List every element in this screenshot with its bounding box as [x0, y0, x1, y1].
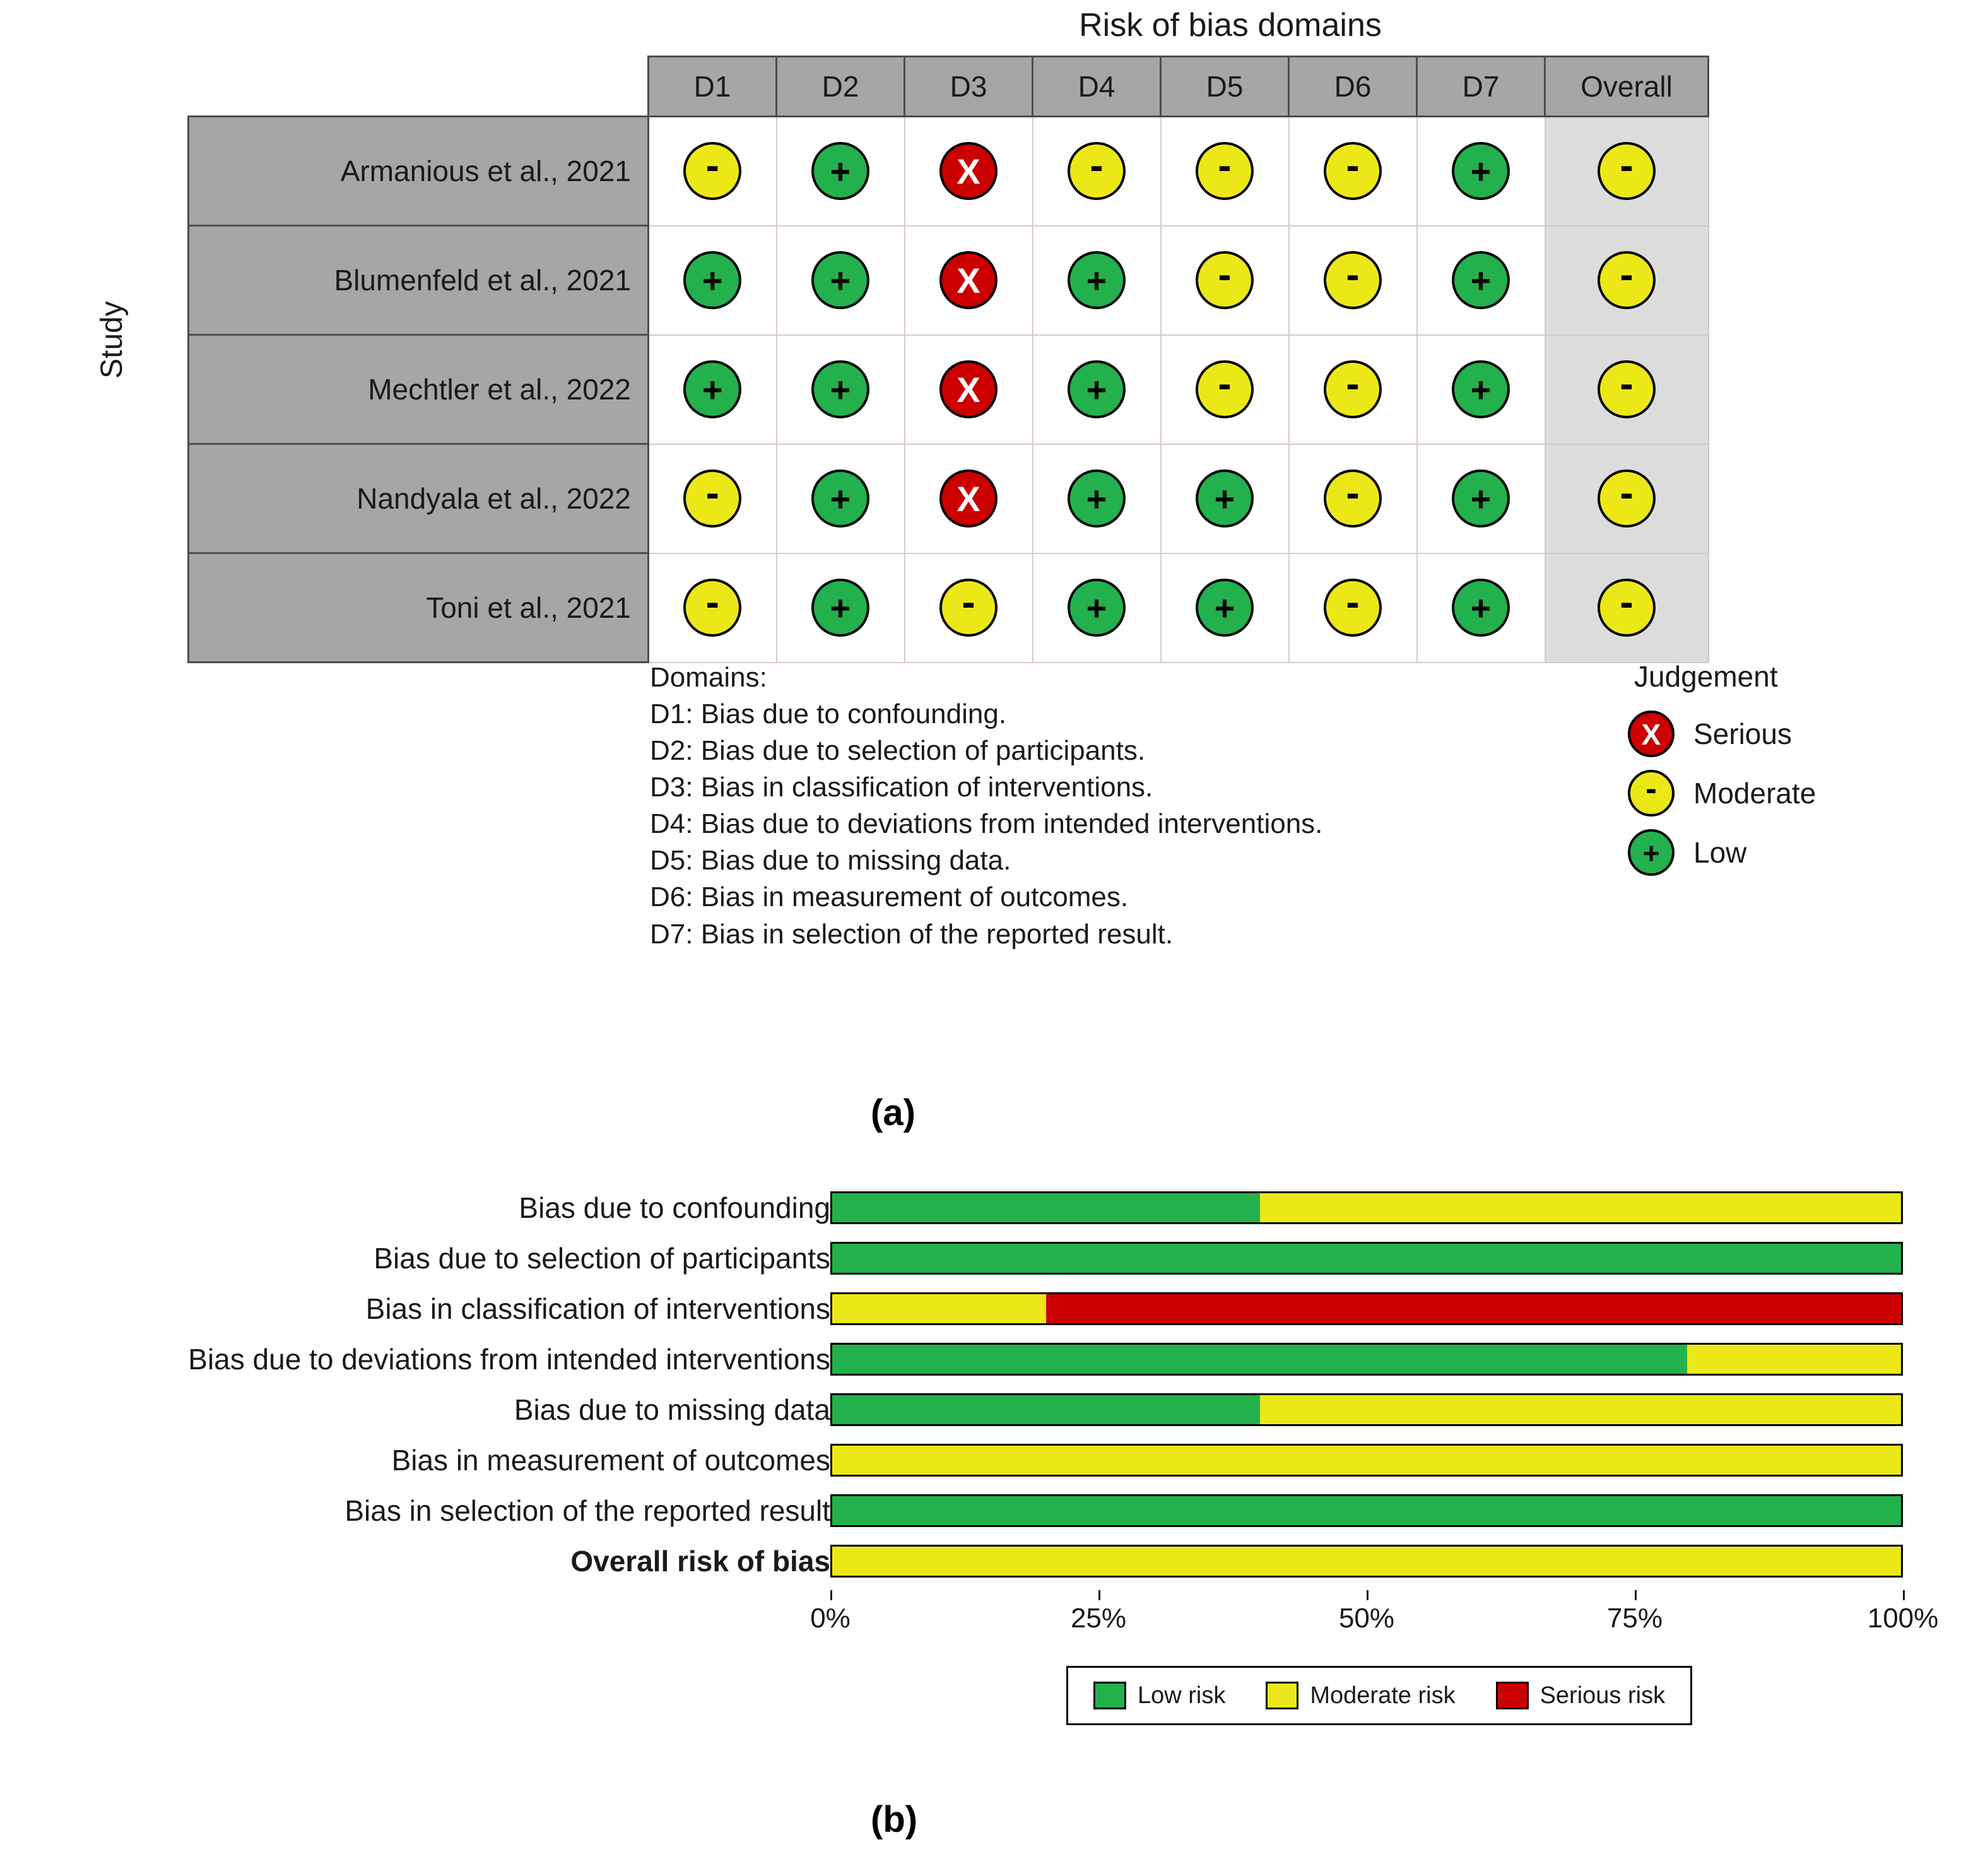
- judgement-cell-blumenfeld-overall: [1545, 226, 1709, 335]
- low-icon: +: [1452, 251, 1510, 309]
- bar-segment-moderate: [1260, 1193, 1901, 1222]
- bar-track-overall: [830, 1545, 1903, 1578]
- study-label-nandyala: Nandyala et al., 2022: [189, 444, 649, 553]
- column-header-d3: D3: [905, 57, 1033, 117]
- low-icon: +: [683, 360, 741, 418]
- low-icon: +: [1452, 142, 1510, 200]
- study-label-toni: Toni et al., 2021: [189, 553, 649, 663]
- low-icon: +: [1068, 469, 1126, 528]
- bar-segment-serious: [1046, 1294, 1901, 1323]
- table-row: [189, 117, 1709, 226]
- axis-tick: [1367, 1590, 1369, 1600]
- table-row: [189, 226, 1709, 335]
- judgement-cell-mechtler-d6: [1289, 335, 1417, 444]
- study-label-blumenfeld: Blumenfeld et al., 2021: [189, 226, 649, 335]
- judgement-cell-toni-d3: [905, 553, 1033, 663]
- judgement-legend-label-serious: Serious: [1693, 717, 1792, 750]
- legend-item-serious-risk: [1496, 1682, 1666, 1709]
- legend-item-moderate-risk: [1266, 1682, 1455, 1709]
- moderate-icon: -: [1068, 142, 1126, 200]
- judgement-cell-toni-d6: [1289, 553, 1417, 663]
- moderate-icon: -: [1598, 142, 1656, 200]
- axis-tick-label-25: 25%: [1070, 1603, 1127, 1634]
- low-icon: +: [1068, 579, 1126, 637]
- moderate-icon: -: [683, 142, 741, 200]
- domain-description-d7: D7: Bias in selection of the reported result.: [650, 918, 1174, 950]
- bar-label-missing-data: Bias due to missing data: [514, 1393, 830, 1426]
- header-blank-corner: [189, 57, 649, 117]
- bar-row-classification-interventions: [0, 1287, 1966, 1330]
- column-header-d7: D7: [1417, 57, 1545, 117]
- panel-b-summary-bar-plot: [0, 1161, 1966, 1874]
- axis-tick: [830, 1590, 832, 1600]
- judgement-legend-item-serious: [1628, 705, 1816, 763]
- study-label-armanious: Armanious et al., 2021: [189, 117, 649, 226]
- domain-description-d3: D3: Bias in classification of interventions.: [650, 772, 1153, 803]
- moderate-icon: -: [1196, 251, 1254, 309]
- judgement-cell-nandyala-d2: [777, 444, 905, 553]
- panel-a-caption: (a): [871, 1092, 915, 1133]
- judgement-cell-armanious-d7: [1417, 117, 1545, 226]
- bar-track-confounding: [830, 1191, 1903, 1224]
- bar-segment-moderate: [1260, 1395, 1901, 1424]
- bar-segment-moderate: [1687, 1345, 1901, 1374]
- column-header-d2: D2: [777, 57, 905, 117]
- moderate-icon: -: [1628, 770, 1675, 817]
- judgement-cell-blumenfeld-d1: [649, 226, 777, 335]
- judgement-cell-armanious-d3: [905, 117, 1033, 226]
- bar-segment-moderate: [832, 1547, 1901, 1576]
- domain-description-d5: D5: Bias due to missing data.: [650, 845, 1011, 876]
- domain-description-d2: D2: Bias due to selection of participants.: [650, 735, 1146, 767]
- moderate-icon: -: [1598, 251, 1656, 309]
- column-header-d5: D5: [1161, 57, 1289, 117]
- judgement-cell-blumenfeld-d6: [1289, 226, 1417, 335]
- bar-segment-low: [832, 1244, 1901, 1273]
- serious-icon: X: [939, 469, 998, 528]
- judgement-cell-toni-d1: [649, 553, 777, 663]
- bar-segment-low: [832, 1345, 1687, 1374]
- judgement-legend-label-moderate: Moderate: [1693, 777, 1816, 810]
- bar-row-confounding: [0, 1186, 1966, 1229]
- column-header-overall: Overall: [1545, 57, 1709, 117]
- moderate-icon: -: [683, 469, 741, 528]
- panel-b-caption: (b): [871, 1799, 918, 1840]
- bar-chart-legend: [1066, 1666, 1692, 1725]
- judgement-cell-mechtler-overall: [1545, 335, 1709, 444]
- judgement-cell-nandyala-d4: [1033, 444, 1161, 553]
- table-header-row: [189, 57, 1709, 117]
- column-header-d1: D1: [649, 57, 777, 117]
- judgement-legend-title: Judgement: [1634, 660, 1778, 693]
- low-icon: +: [811, 142, 869, 200]
- bar-row-reported-result: [0, 1489, 1966, 1532]
- serious-icon: X: [939, 360, 998, 418]
- legend-item-low-risk: [1093, 1682, 1225, 1709]
- bar-segment-moderate: [832, 1446, 1901, 1475]
- table-row: [189, 553, 1709, 663]
- judgement-cell-mechtler-d7: [1417, 335, 1545, 444]
- axis-tick: [1635, 1590, 1637, 1600]
- low-icon: +: [1196, 579, 1254, 637]
- judgement-cell-mechtler-d5: [1161, 335, 1289, 444]
- judgement-cell-mechtler-d2: [777, 335, 905, 444]
- legend-label-serious-risk: Serious risk: [1539, 1682, 1666, 1709]
- bar-row-missing-data: [0, 1388, 1966, 1431]
- axis-tick-label-0: 0%: [810, 1603, 851, 1634]
- domain-description-d6: D6: Bias in measurement of outcomes.: [650, 882, 1129, 913]
- judgement-cell-nandyala-overall: [1545, 444, 1709, 553]
- risk-of-bias-title: Risk of bias domains: [1079, 7, 1382, 44]
- bar-label-overall: Overall risk of bias: [570, 1545, 830, 1578]
- study-label-mechtler: Mechtler et al., 2022: [189, 335, 649, 444]
- bar-label-measurement-outcomes: Bias in measurement of outcomes: [391, 1444, 830, 1477]
- legend-swatch-moderate-icon: [1266, 1682, 1298, 1709]
- bar-track-classification-interventions: [830, 1292, 1903, 1325]
- x-axis: [810, 1590, 1939, 1634]
- bar-track-measurement-outcomes: [830, 1444, 1903, 1477]
- judgement-cell-nandyala-d1: [649, 444, 777, 553]
- column-header-d6: D6: [1289, 57, 1417, 117]
- column-header-d4: D4: [1033, 57, 1161, 117]
- low-icon: +: [1628, 829, 1675, 876]
- low-icon: +: [683, 251, 741, 309]
- bar-row-overall: [0, 1540, 1966, 1583]
- bar-segment-low: [832, 1193, 1260, 1222]
- judgement-cell-mechtler-d4: [1033, 335, 1161, 444]
- legend-swatch-low-icon: [1093, 1682, 1126, 1709]
- legend-label-moderate-risk: Moderate risk: [1310, 1682, 1456, 1709]
- judgement-cell-nandyala-d7: [1417, 444, 1545, 553]
- bar-segment-moderate: [832, 1294, 1046, 1323]
- axis-tick-label-100: 100%: [1867, 1603, 1939, 1634]
- moderate-icon: -: [1598, 579, 1656, 637]
- moderate-icon: -: [683, 579, 741, 637]
- judgement-cell-mechtler-d1: [649, 335, 777, 444]
- judgement-cell-toni-d4: [1033, 553, 1161, 663]
- moderate-icon: -: [1196, 142, 1254, 200]
- moderate-icon: -: [1598, 360, 1656, 418]
- judgement-cell-toni-overall: [1545, 553, 1709, 663]
- low-icon: +: [811, 469, 869, 528]
- bar-label-deviations: Bias due to deviations from intended interventions: [188, 1343, 830, 1376]
- judgement-legend-label-low: Low: [1693, 836, 1747, 869]
- table-row: [189, 444, 1709, 553]
- axis-tick: [1903, 1590, 1905, 1600]
- bar-row-measurement-outcomes: [0, 1439, 1966, 1482]
- judgement-legend-item-moderate: [1628, 764, 1816, 822]
- judgement-cell-blumenfeld-d4: [1033, 226, 1161, 335]
- judgement-cell-armanious-d5: [1161, 117, 1289, 226]
- judgement-cell-toni-d7: [1417, 553, 1545, 663]
- judgement-cell-blumenfeld-d2: [777, 226, 905, 335]
- bar-row-deviations: [0, 1338, 1966, 1381]
- judgement-legend: [1628, 659, 1816, 883]
- axis-tick-label-50: 50%: [1338, 1603, 1395, 1634]
- bar-row-selection-participants: [0, 1237, 1966, 1280]
- judgement-cell-nandyala-d6: [1289, 444, 1417, 553]
- low-icon: +: [1452, 469, 1510, 528]
- moderate-icon: -: [1324, 251, 1382, 309]
- bar-label-confounding: Bias due to confounding: [519, 1191, 830, 1224]
- bar-track-selection-participants: [830, 1242, 1903, 1275]
- bar-label-selection-participants: Bias due to selection of participants: [374, 1242, 830, 1275]
- bar-track-reported-result: [830, 1494, 1903, 1527]
- low-icon: +: [811, 360, 869, 418]
- judgement-cell-blumenfeld-d7: [1417, 226, 1545, 335]
- serious-icon: X: [939, 142, 998, 200]
- legend-swatch-serious-icon: [1496, 1682, 1529, 1709]
- judgement-cell-nandyala-d3: [905, 444, 1033, 553]
- moderate-icon: -: [1324, 360, 1382, 418]
- low-icon: +: [1452, 360, 1510, 418]
- judgement-cell-armanious-overall: [1545, 117, 1709, 226]
- study-axis-label: Study: [95, 301, 129, 379]
- judgement-cell-blumenfeld-d5: [1161, 226, 1289, 335]
- moderate-icon: -: [1598, 469, 1656, 528]
- moderate-icon: -: [939, 579, 998, 637]
- judgement-cell-armanious-d2: [777, 117, 905, 226]
- low-icon: +: [1196, 469, 1254, 528]
- serious-icon: X: [939, 251, 998, 309]
- judgement-cell-armanious-d4: [1033, 117, 1161, 226]
- traffic-light-table: [187, 56, 1709, 663]
- moderate-icon: -: [1196, 360, 1254, 418]
- domains-legend: [650, 659, 1322, 953]
- axis-tick-label-75: 75%: [1606, 1603, 1663, 1634]
- serious-icon: X: [1628, 711, 1675, 757]
- moderate-icon: -: [1324, 469, 1382, 528]
- moderate-icon: -: [1324, 579, 1382, 637]
- moderate-icon: -: [1324, 142, 1382, 200]
- legend-label-low-risk: Low risk: [1138, 1682, 1226, 1709]
- bar-label-reported-result: Bias in selection of the reported result: [344, 1494, 830, 1527]
- domain-description-d1: D1: Bias due to confounding.: [650, 699, 1007, 730]
- bar-label-classification-interventions: Bias in classification of interventions: [365, 1292, 830, 1325]
- low-icon: +: [1068, 360, 1126, 418]
- judgement-cell-mechtler-d3: [905, 335, 1033, 444]
- bar-track-missing-data: [830, 1393, 1903, 1426]
- domains-heading: Domains:: [650, 662, 767, 693]
- judgement-cell-toni-d5: [1161, 553, 1289, 663]
- table-row: [189, 335, 1709, 444]
- domain-description-d4: D4: Bias due to deviations from intended interventions.: [650, 808, 1323, 840]
- judgement-cell-blumenfeld-d3: [905, 226, 1033, 335]
- low-icon: +: [1068, 251, 1126, 309]
- low-icon: +: [811, 579, 869, 637]
- judgement-legend-item-low: [1628, 823, 1816, 882]
- bar-segment-low: [832, 1496, 1901, 1525]
- low-icon: +: [1452, 579, 1510, 637]
- axis-tick: [1098, 1590, 1100, 1600]
- judgement-cell-armanious-d1: [649, 117, 777, 226]
- judgement-cell-armanious-d6: [1289, 117, 1417, 226]
- stacked-bar-rows: [0, 1186, 1966, 1590]
- low-icon: +: [811, 251, 869, 309]
- bar-track-deviations: [830, 1343, 1903, 1376]
- judgement-cell-nandyala-d5: [1161, 444, 1289, 553]
- bar-segment-low: [832, 1395, 1260, 1424]
- judgement-cell-toni-d2: [777, 553, 905, 663]
